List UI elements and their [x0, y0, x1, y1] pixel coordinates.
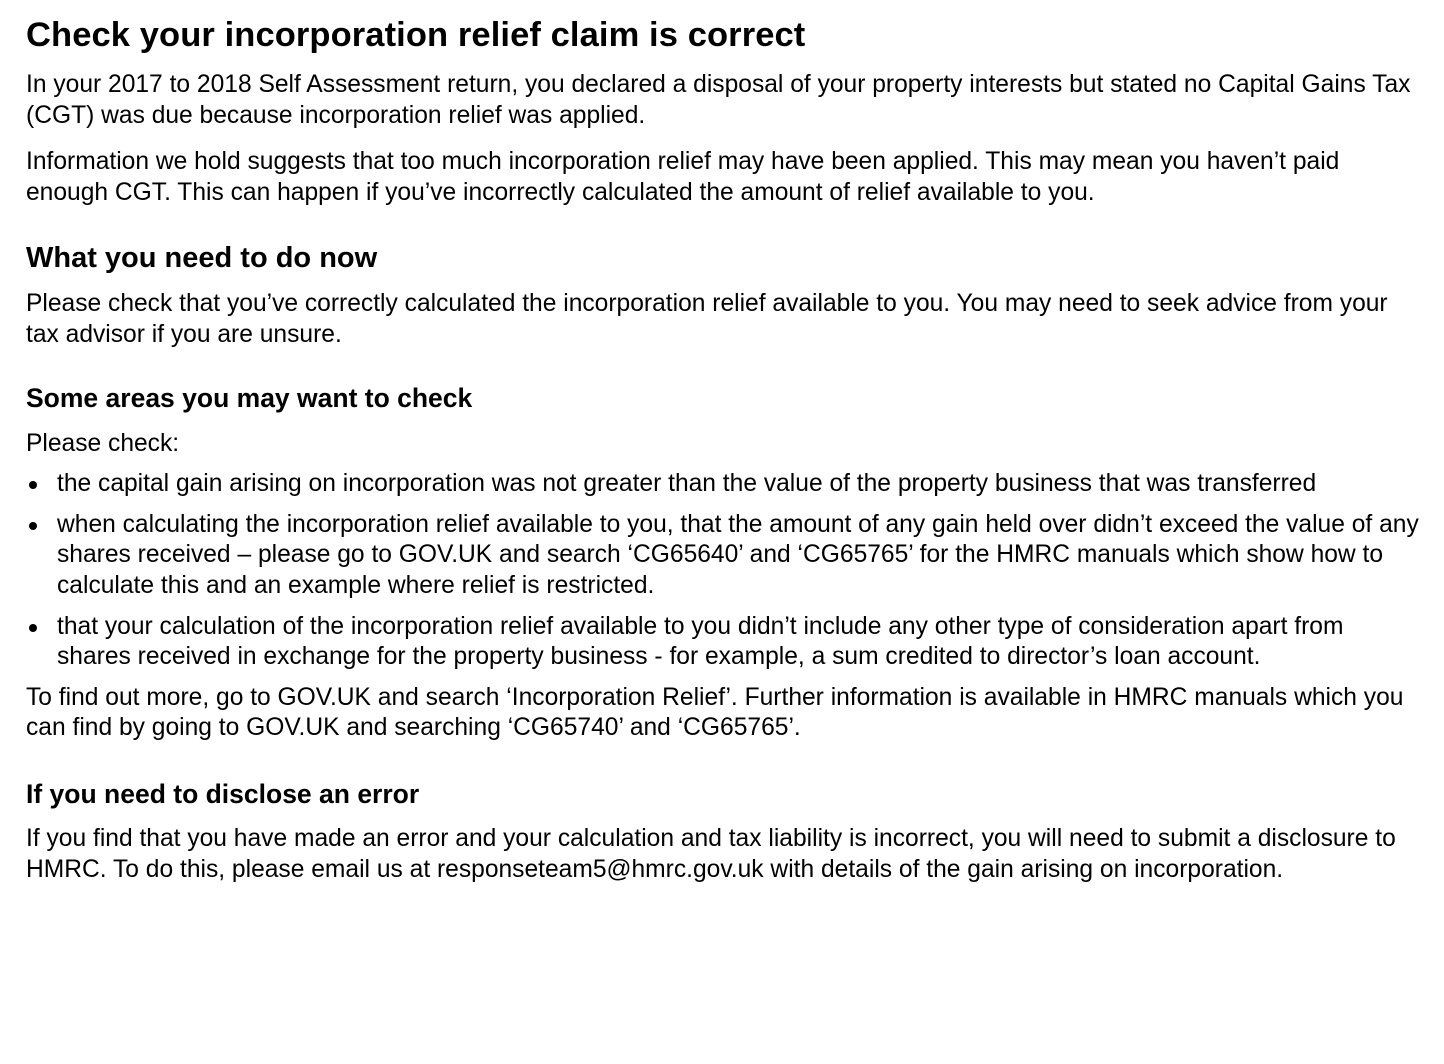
what-to-do-section — [26, 240, 1421, 350]
bullet-icon — [29, 522, 37, 530]
intro-paragraph: In your 2017 to 2018 Self Assessment return, you declared a disposal of your property interests but stated no Capital Gains Tax (CGT) was due because incorporation relief was applied. — [26, 71, 1411, 129]
list-item — [26, 469, 1421, 500]
list-item-text: the capital gain arising on incorporation was not greater than the value of the property business that was transferred — [57, 470, 1317, 498]
find-out-more-text: To find out more, go to GOV.UK and search ‘Incorporation Relief’. Further information is available in HMRC manuals which you can find by going to GOV.UK and searching ‘CG65740’ and ‘CG65765’. — [26, 683, 1404, 742]
list-item-text: when calculating the incorporation relief available to you, that the amount of any gain held over didn’t exceed the value of any shares received – please go to GOV.UK and search ‘CG65640’ and ‘CG65765’ for the HMRC manuals which show how to calculate this and an example where relief is restricted. — [57, 510, 1419, 599]
check-list — [26, 469, 1421, 673]
bullet-icon — [29, 481, 37, 489]
disclose-error-section — [26, 777, 1421, 885]
what-to-do-heading: What you need to do now — [26, 242, 378, 275]
list-item — [26, 510, 1421, 602]
information-paragraph: Information we hold suggests that too much incorporation relief may have been applied. This may mean you haven’t paid enough CGT. This can happen if you’ve incorrectly calculated the amount of relief available to you. — [26, 148, 1340, 206]
list-item — [26, 612, 1421, 673]
list-item-text: that your calculation of the incorporation relief available to you didn’t include any other type of consideration apart from shares received in exchange for the property business - for example, a sum credited to director’s loan account. — [57, 612, 1344, 671]
what-to-do-text: Please check that you’ve correctly calculated the incorporation relief available to you. You may need to seek advice from your tax advisor if you are unsure. — [26, 290, 1388, 348]
page-title: Check your incorporation relief claim is correct — [26, 16, 806, 54]
disclose-error-text: If you find that you have made an error and your calculation and tax liability is incorrect, you will need to submit a disclosure to HMRC. To do this, please email us at responseteam5@hmrc.gov.uk with details of the gain arising on incorporation. — [26, 824, 1396, 883]
bullet-icon — [29, 624, 37, 632]
please-check-label: Please check: — [26, 429, 180, 457]
areas-to-check-heading: Some areas you may want to check — [26, 382, 473, 413]
disclose-error-heading: If you need to disclose an error — [26, 778, 420, 809]
areas-to-check-section — [26, 381, 1421, 744]
